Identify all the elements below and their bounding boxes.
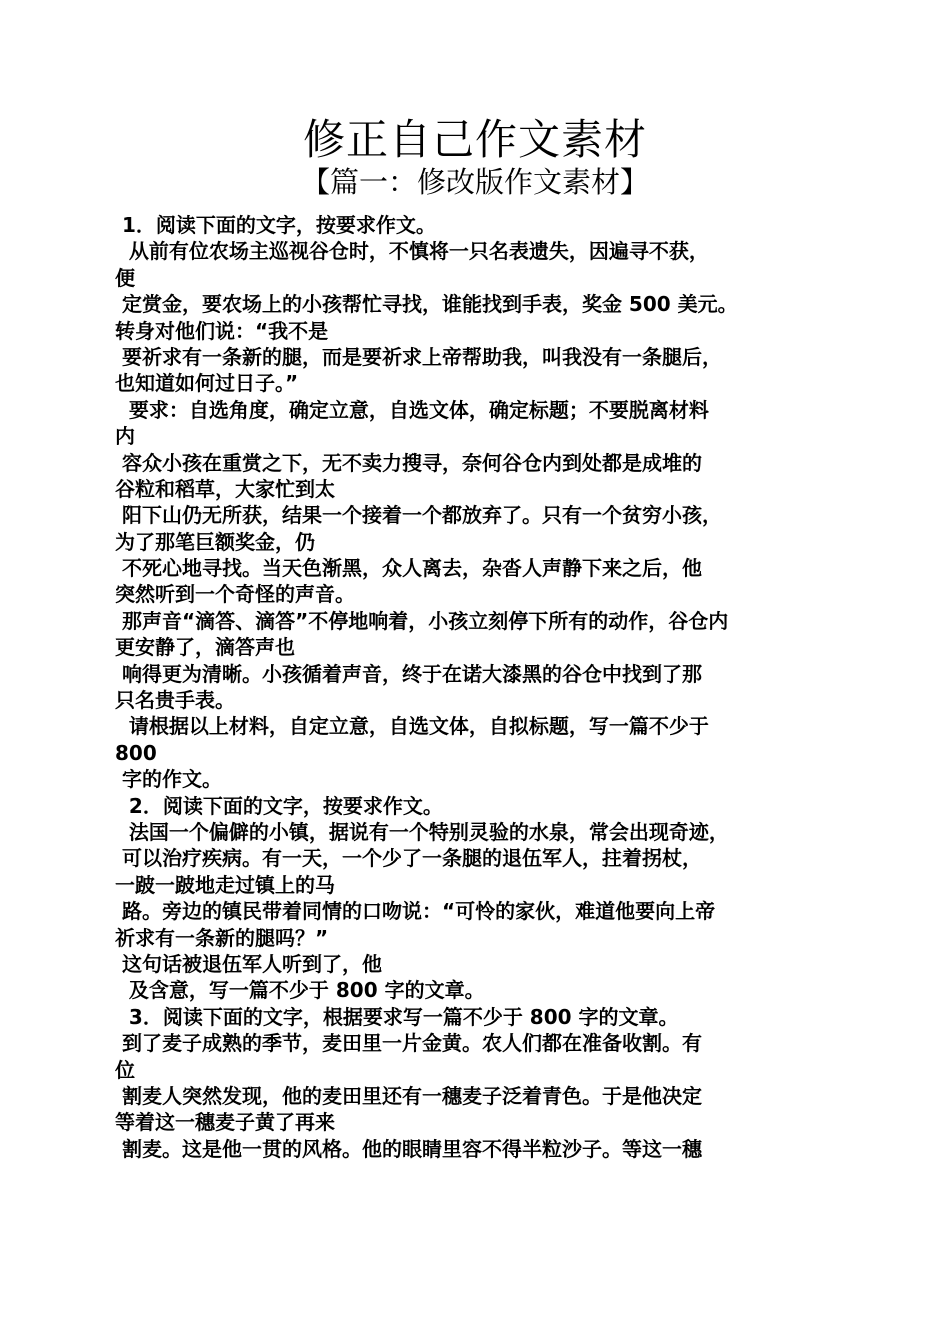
body-line: 内 (115, 424, 135, 449)
body-line: 等着这一穗麦子黄了再来 (115, 1110, 335, 1135)
body-line: 要祈求有一条新的腿，而是要祈求上帝帮助我，叫我没有一条腿后， (115, 344, 722, 369)
body-line: 谷粒和稻草，大家忙到太 (115, 476, 335, 501)
body-line: 800 (115, 740, 157, 765)
body-line: 可以治疗疾病。有一天，一个少了一条腿的退伍军人，拄着拐杖， (115, 846, 702, 871)
body-line: 从前有位农场主巡视谷仓时，不慎将一只名表遗失，因遍寻不获， (115, 239, 709, 264)
body-line: 到了麦子成熟的季节，麦田里一片金黄。农人们都在准备收割。有 (115, 1031, 702, 1056)
body-line: 祈求有一条新的腿吗？” (115, 925, 329, 950)
body-line: 便 (115, 265, 135, 290)
body-line: 响得更为清晰。小孩循着声音，终于在诺大漆黑的谷仓中找到了那 (115, 661, 702, 686)
body-line: 割麦人突然发现，他的麦田里还有一穗麦子泛着青色。于是他决定 (115, 1083, 702, 1108)
body-line: 更安静了，滴答声也 (115, 635, 295, 660)
document-body (115, 212, 837, 1162)
document-title: 修正自己作文素材 (302, 115, 647, 164)
body-line: 不死心地寻找。当天色渐黑，众人离去，杂沓人声静下来之后，他 (115, 556, 702, 581)
body-line: 字的作文。 (115, 767, 222, 792)
body-line: 路。旁边的镇民带着同情的口吻说：“可怜的家伙，难道他要向上帝 (115, 899, 716, 924)
body-line: 这句话被退伍军人听到了，他 (115, 951, 382, 976)
body-line: 法国一个偏僻的小镇，据说有一个特别灵验的水泉，常会出现奇迹， (115, 819, 729, 844)
body-line: 也知道如何过日子。” (115, 371, 299, 396)
body-line: 为了那笔巨额奖金，仍 (115, 529, 315, 554)
body-line: 那声音“滴答、滴答”不停地响着，小孩立刻停下所有的动作，谷仓内 (115, 608, 729, 633)
body-line: 割麦。这是他一贯的风格。他的眼睛里容不得半粒沙子。等这一穗 (115, 1136, 702, 1161)
body-line: 只名贵手表。 (115, 688, 235, 713)
body-line: 要求：自选角度，确定立意，自选文体，确定标题；不要脱离材料 (115, 397, 709, 422)
body-line: 定赏金，要农场上的小孩帮忙寻找，谁能找到手表，奖金 500 美元。 (115, 292, 738, 317)
body-line: 转身对他们说：“我不是 (115, 318, 329, 343)
body-line: 容众小孩在重赏之下，无不卖力搜寻，奈何谷仓内到处都是成堆的 (115, 450, 702, 475)
body-line: 位 (115, 1057, 135, 1082)
body-line: 2．阅读下面的文字，按要求作文。 (115, 793, 443, 818)
document-subtitle: 【篇一：修改版作文素材】 (300, 165, 649, 199)
body-line: 1．阅读下面的文字，按要求作文。 (115, 213, 436, 237)
body-line: 一跛一跛地走过镇上的马 (115, 872, 335, 897)
body-line: 阳下山仍无所获，结果一个接着一个都放弃了。只有一个贫穷小孩， (115, 503, 722, 528)
body-line: 3．阅读下面的文字，根据要求写一篇不少于 800 字的文章。 (115, 1004, 679, 1029)
body-line: 突然听到一个奇怪的声音。 (115, 582, 355, 607)
body-line: 及含意，写一篇不少于 800 字的文章。 (115, 978, 485, 1003)
body-line: 请根据以上材料，自定立意，自选文体，自拟标题，写一篇不少于 (115, 714, 709, 739)
